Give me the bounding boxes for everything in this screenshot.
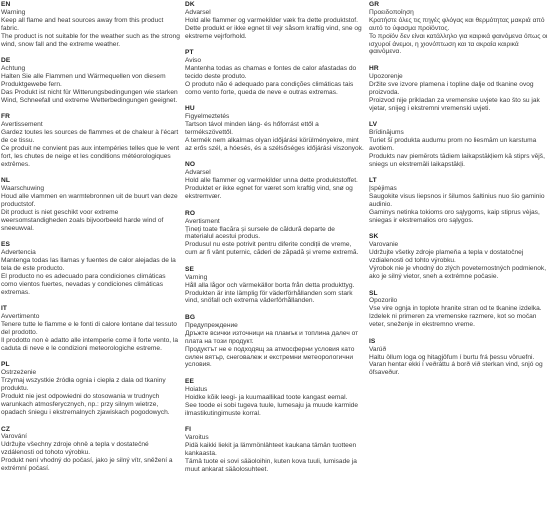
warning-title: Aviso (185, 57, 202, 65)
warning-text: Trzymaj wszystkie źródła ognia i ciepła z dala od tkaniny produktu. Produkt nie jest odpowiedni do stosowania w trudnych warunkach atmosferycznych, np.: przy silnym wietrze, opadach śniegu i ekstremalnych zjawiskach pogodowych. (1, 377, 170, 416)
language-code: PL (1, 361, 10, 369)
language-code: LT (369, 177, 377, 185)
warning-text: Haltu öllum loga og hitagjöfum í burtu frá þessu vöruefni. Varan hentar ekki í veðráttu á borð við sterkan vind, snjó og öfsaveður. (369, 353, 543, 377)
warning-block-gr (369, 1, 549, 56)
warning-block-fr (1, 113, 181, 168)
warning-text: Hold alle flammer og varmekilder væk fra dette produktstof. Dette produkt er ikke egnet til vejr såsom kraftig vind, sne og ekstreme vejrforhold. (185, 16, 362, 40)
warning-block-sl (369, 290, 549, 330)
warning-text: Дръжте всички източници на пламък и топлина далеч от плата на този продукт. Продуктът не е подходящ за атмосферни условия като силен вятър, снеговалеж и екстремни метеорологични условия. (185, 329, 359, 369)
warning-title: Varoitus (185, 434, 209, 442)
warning-title: Varning (185, 273, 208, 281)
warning-block-hr (369, 65, 549, 112)
warning-block-is (369, 338, 549, 378)
warning-text: Pidä kaikki liekit ja lämmönlähteet kaukana tämän tuotteen kankaasta. Tämä tuote ei sovi sääoloihin, kuten kova tuuli, lumisade ja muut ankarat sääolosuhteet. (185, 442, 357, 473)
warning-title: Warning (1, 8, 26, 16)
warning-text: Držite sve izvore plamena i topline dalje od tkanine ovog proizvoda. Proizvod nije prikladan za vremenske uvjete kao što su jak vjetar, snijeg i ekstremni vremenski uvjeti. (369, 80, 540, 112)
language-code: SL (369, 289, 378, 297)
language-code: FR (1, 113, 10, 121)
warning-text: Halten Sie alle Flammen und Wärmequellen von diesem Produktgewebe fern. Das Produkt ist nicht für Witterungsbedingungen wie starken Wind, Schneefall und extreme Wetterbedingungen geeignet. (1, 72, 178, 104)
language-code: GR (369, 1, 380, 8)
warning-title: Brīdinājums (369, 129, 404, 137)
warning-block-sk (369, 233, 549, 280)
warning-title: Avertissement (1, 121, 43, 129)
warning-block-se (185, 266, 365, 306)
language-code: DK (185, 1, 195, 8)
warning-title: Advarsel (185, 8, 211, 16)
warning-block-pl (1, 361, 181, 416)
warning-block-de (1, 57, 181, 104)
warning-block-es (1, 241, 181, 296)
language-code: NL (1, 177, 10, 185)
language-code: BG (185, 314, 196, 322)
warning-text: Håll alla lågor och värmekällor borta från detta produkttyg. Produkten är inte lämplig för väderförhållanden som stark vind, snöfall och extrema väderförhållanden. (185, 281, 355, 305)
warning-text: Vse vire ognja in toplote hranite stran od te tkanine izdelka. Izdelek ni primeren za vremenske razmere, kot so močan veter, sneženje in ekstremno vreme. (369, 305, 542, 329)
language-code: IT (1, 305, 8, 313)
language-code: SK (369, 233, 379, 241)
warning-title: Achtung (1, 65, 26, 73)
language-code: CZ (1, 425, 10, 433)
language-code: IS (369, 337, 376, 345)
warning-block-cz (1, 426, 181, 473)
warning-block-dk (185, 1, 365, 41)
warning-text: Mantenga todas las llamas y fuentes de calor alejadas de la tela de este producto. El producto no es adecuado para condiciones climáticas como vientos fuertes, nevadas y condiciones climáticas extremas. (1, 257, 176, 296)
warning-block-nl (1, 177, 181, 232)
warning-title: Avertisment (185, 217, 220, 225)
warning-block-pt (185, 49, 365, 96)
warning-text: Keep all flame and heat sources away from this product fabric. The product is not suitable for the weather such as the strong wind, snow fall and the extreme weather. (1, 16, 180, 48)
language-code: ES (1, 241, 10, 249)
warning-title: Įspėjimas (369, 185, 397, 193)
language-code: NO (185, 161, 196, 169)
warning-text: Hold alle flammer og varmekilder unna dette produktstoffet. Produktet er ikke egnet for været som kraftig vind, snø og ekstremvær. (185, 177, 358, 201)
warning-title: Varování (1, 433, 27, 441)
warning-title: Advertencia (1, 249, 36, 257)
column-1 (1, 1, 181, 482)
warning-block-no (185, 161, 365, 201)
warning-block-fi (185, 426, 365, 473)
warning-title: Advarsel (185, 169, 211, 177)
warning-text: Udržujte všetky zdroje plameňa a tepla v dostatočnej vzdialenosti od tohto výrobku. Výrobok nie je vhodný do zlých poveternostných podmienok, ako je silný vietor, sneh a extrémne počasie. (369, 249, 547, 280)
warning-title: Προειδοποίηση (369, 8, 414, 16)
warning-text: Tenere tutte le fiamme e le fonti di calore lontane dal tessuto del prodotto. Il prodotto non è adatto alle intemperie come il forte vento, la caduta di neve e le condizioni meteorologiche estreme. (1, 321, 179, 352)
language-code: EN (1, 1, 11, 8)
warning-title: Varovanie (369, 241, 399, 249)
language-code: FI (185, 426, 192, 434)
warning-title: Figyelmeztetés (185, 113, 230, 121)
warning-block-lt (369, 177, 549, 224)
language-code: HR (369, 65, 379, 73)
warning-block-ee (185, 378, 365, 418)
warning-text: Houd alle vlammen en warmtebronnen uit de buurt van deze productstof. Dit product is niet geschikt voor extreme weersomstandigheden zoals bijvoorbeeld harde wind of sneeuwval. (1, 193, 178, 232)
warning-block-ro (185, 210, 365, 257)
warning-text: Hoidke kõik leegi- ja kuumaallikad toote kangast eemal. See toode ei sobi tugeva tuule, lumesaju ja muude karmide ilmastikutingimuste korral. (185, 393, 359, 417)
warning-title: Varúð (369, 345, 387, 353)
column-2 (185, 1, 365, 482)
warning-text: Mantenha todas as chamas e fontes de calor afastadas do tecido deste produto. O produto não é adequado para condições climáticas tais como vento forte, queda de neve e outras extremas. (185, 65, 357, 96)
warning-title: Upozorenje (369, 72, 403, 80)
warning-text: Turiet šī produkta audumu prom no liesmām un karstuma avotiem. Produkts nav piemērots tādiem laikapstākļiem kā stiprs vējš, sniegs un ekstremāli laikapstākļi. (369, 136, 545, 168)
warning-text: Udržujte všechny zdroje ohně a tepla v dostatečné vzdálenosti od tohoto výrobku. Produkt není vhodný do počasí, jako je silný vítr, sněžení a extrémní počasí. (1, 441, 173, 473)
warning-block-hu (185, 105, 365, 152)
warning-block-en (1, 1, 181, 48)
warning-title: Avvertimento (1, 313, 40, 321)
warning-title: Opozorilo (369, 297, 398, 305)
warning-title: Waarschuwing (1, 185, 44, 193)
warning-text: Saugokite visus liepsnos ir šilumos šaltinius nuo šio gaminio audinio. Gaminys netinka tokioms oro sąlygoms, kaip stiprus vėjas, sniegas ir ekstremalios oro sąlygos. (369, 193, 545, 224)
warning-text: Gardez toutes les sources de flammes et de chaleur à l'écart de ce tissu. Ce produit ne convient pas aux intempéries telles que le vent fort, les chutes de neige et les conditions météorologiques extrêmes. (1, 129, 180, 168)
warning-block-lv (369, 121, 549, 168)
warning-text: Tartson távol minden láng- és hőforrást ettől a termékszövettől. A termék nem alkalmas olyan időjárási körülményekre, mint az erős szél, a hóesés, és a szélsőséges időjárási viszonyok. (185, 121, 364, 152)
warning-title: Предупреждение (185, 321, 238, 329)
language-code: SE (185, 265, 194, 273)
warning-title: Ostrzeżenie (1, 369, 37, 377)
language-code: LV (369, 121, 378, 129)
language-code: PT (185, 49, 194, 57)
warning-title: Hoiatus (185, 385, 208, 393)
warning-block-bg (185, 314, 365, 369)
warning-text: Țineți toate flacăra și sursele de căldură departe de materialul acestui produs. Produsul nu este potrivit pentru diferite condiții de vreme, cum ar fi vânt puternic, căderi de zăpadă și vreme extremă. (185, 225, 359, 257)
warning-block-it (1, 305, 181, 352)
warning-text: Κρατήστε όλες τις πηγές φλόγας και θερμότητας μακριά από αυτό το ύφασμα προϊόντος. Το προϊόν δεν είναι κατάλληλο για καιρικά φαινόμενα όπως οι ισχυροί άνεμοι, η χιονόπτωση και τα ακραία καιρικά φαινόμενα. (369, 16, 548, 56)
column-3 (369, 1, 549, 386)
language-code: EE (185, 378, 194, 386)
language-code: HU (185, 105, 195, 113)
language-code: DE (1, 57, 11, 65)
language-code: RO (185, 209, 196, 217)
